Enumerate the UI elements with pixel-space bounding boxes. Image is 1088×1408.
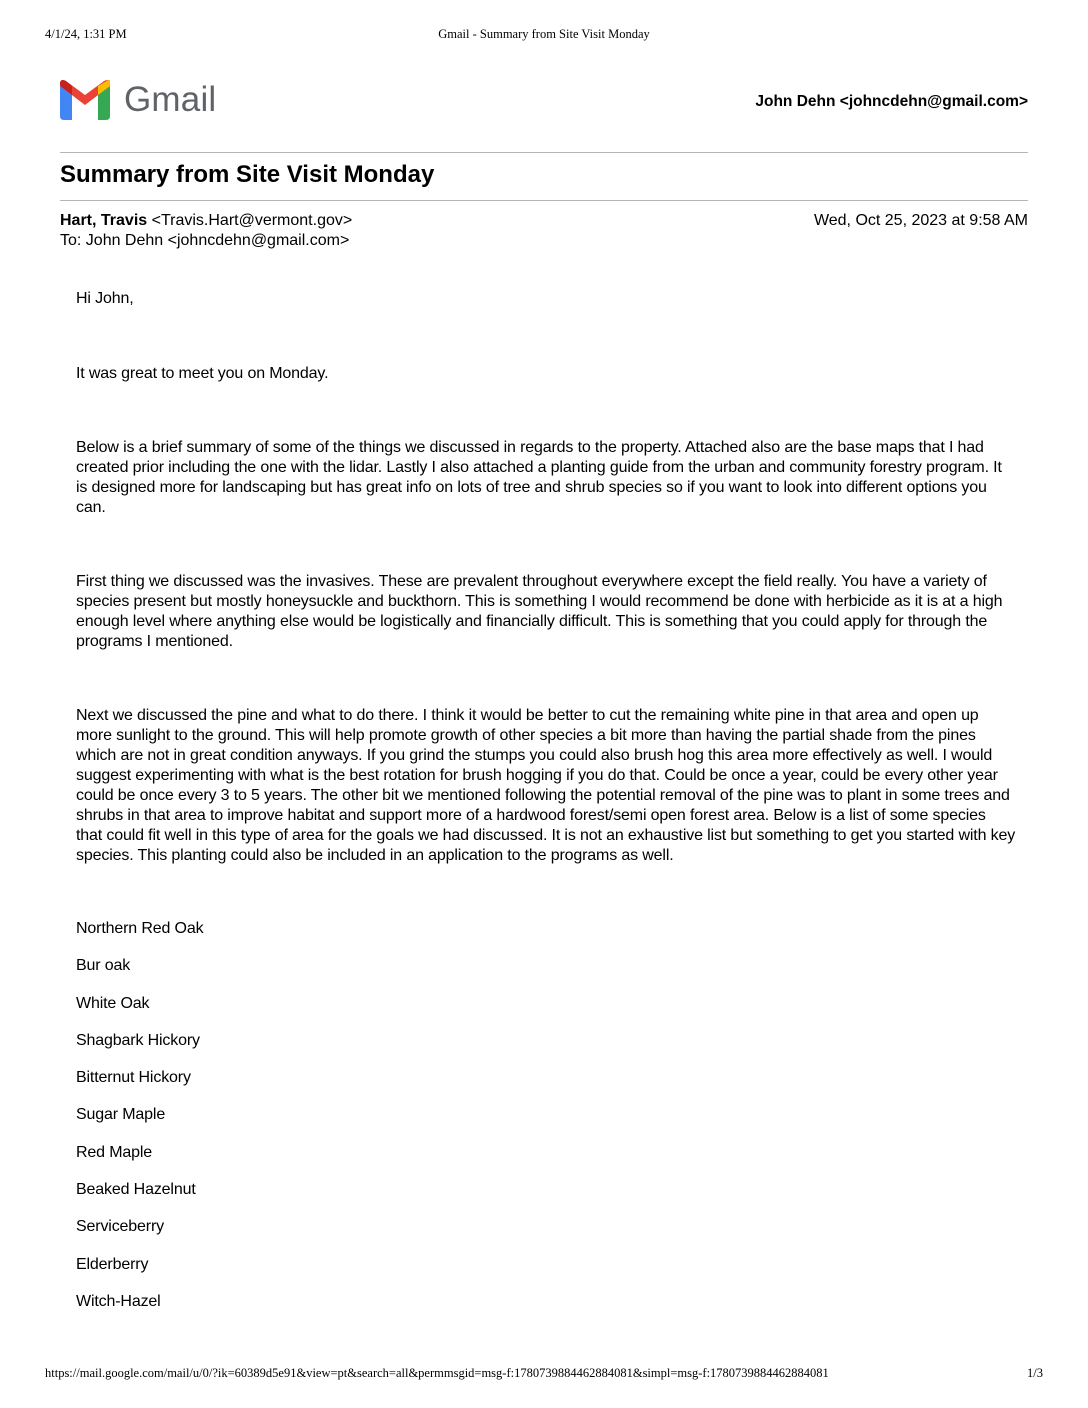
species-item: Bitternut Hickory [76,1069,191,1087]
account-identity: John Dehn <johncdehn@gmail.com> [755,93,1028,110]
species-item: Sugar Maple [76,1106,166,1124]
print-page-number: 1/3 [1027,1366,1043,1380]
body-paragraph: Next we discussed the pine and what to do there. I think it would be better to cut the remaining white pine in that area and open up more sunlight to the ground. This will help promote growth of other species a bit more than having the partial shade from the pines which are not in great condition anyways. If you grind the stumps you could also brush hog this area more effectively as well. I would suggest experimenting with what is the best rotation for brush hogging if you do that. Could be once a year, could be every other year could be once every 3 to 5 years. The other bit we mentioned following the potential removal of the pine was to plant in some trees and shrubs in that area to improve habitat and support more of a hardwood forest/semi open forest area. Below is a list of some species that could fit well in this type of area for the goals we had discussed. It is not an exhaustive list but something to get you started with key species. This planting could also be included in an application to the programs as well. [76,707,1016,864]
gmail-wordmark: Gmail [124,80,217,119]
species-item: Beaked Hazelnut [76,1181,196,1199]
print-url: https://mail.google.com/mail/u/0/?ik=60389d5e91&view=pt&search=all&permmsgid=msg-f:1780739884462884081&simpl=msg-f:1780739884462884081 [45,1366,829,1380]
sender-email: <Travis.Hart@vermont.gov> [151,212,353,229]
print-footer [45,1366,1043,1384]
print-header [45,27,1043,45]
print-page-title: Gmail - Summary from Site Visit Monday [438,27,650,41]
species-item: Shagbark Hickory [76,1031,200,1049]
message-body [76,289,1016,1329]
gmail-m-logo-icon [60,80,110,120]
species-item: Elderberry [76,1255,149,1273]
body-paragraph: It was great to meet you on Monday. [76,365,329,382]
greeting: Hi John, [76,290,134,307]
recipient-line: To: John Dehn <johncdehn@gmail.com> [60,232,350,249]
species-item: Serviceberry [76,1218,165,1236]
species-item: Red Maple [76,1143,153,1161]
subject-divider [60,200,1028,201]
message-header [60,211,1028,251]
email-subject: Summary from Site Visit Monday [60,161,435,188]
body-paragraph: First thing we discussed was the invasives. These are prevalent throughout everywhere except the field really. You have a variety of species present but mostly honeysuckle and buckthorn. This is something I would recommend be done with herbicide as it is at a high enough level where anything else would be logistically and financially difficult. This is something that you could apply for through the programs I mentioned. [76,573,1003,650]
header-divider [60,152,1028,153]
species-item: White Oak [76,994,150,1012]
species-item: Northern Red Oak [76,920,204,937]
species-item: Bur oak [76,957,131,975]
body-paragraph: Below is a brief summary of some of the things we discussed in regards to the property. Attached also are the base maps that I had created prior including the one with the lidar. Lastly I also attached a planting guide from the urban and community forestry program. It is designed more for landscaping but has great info on lots of tree and shrub species so if you want to look into different options you can. [76,439,1002,516]
species-item: Witch-Hazel [76,1292,161,1310]
print-datetime: 4/1/24, 1:31 PM [45,27,127,41]
message-date: Wed, Oct 25, 2023 at 9:58 AM [813,212,1028,229]
sender-name: Hart, Travis [60,212,148,229]
species-list [76,919,1016,1312]
gmail-brand [60,78,216,122]
